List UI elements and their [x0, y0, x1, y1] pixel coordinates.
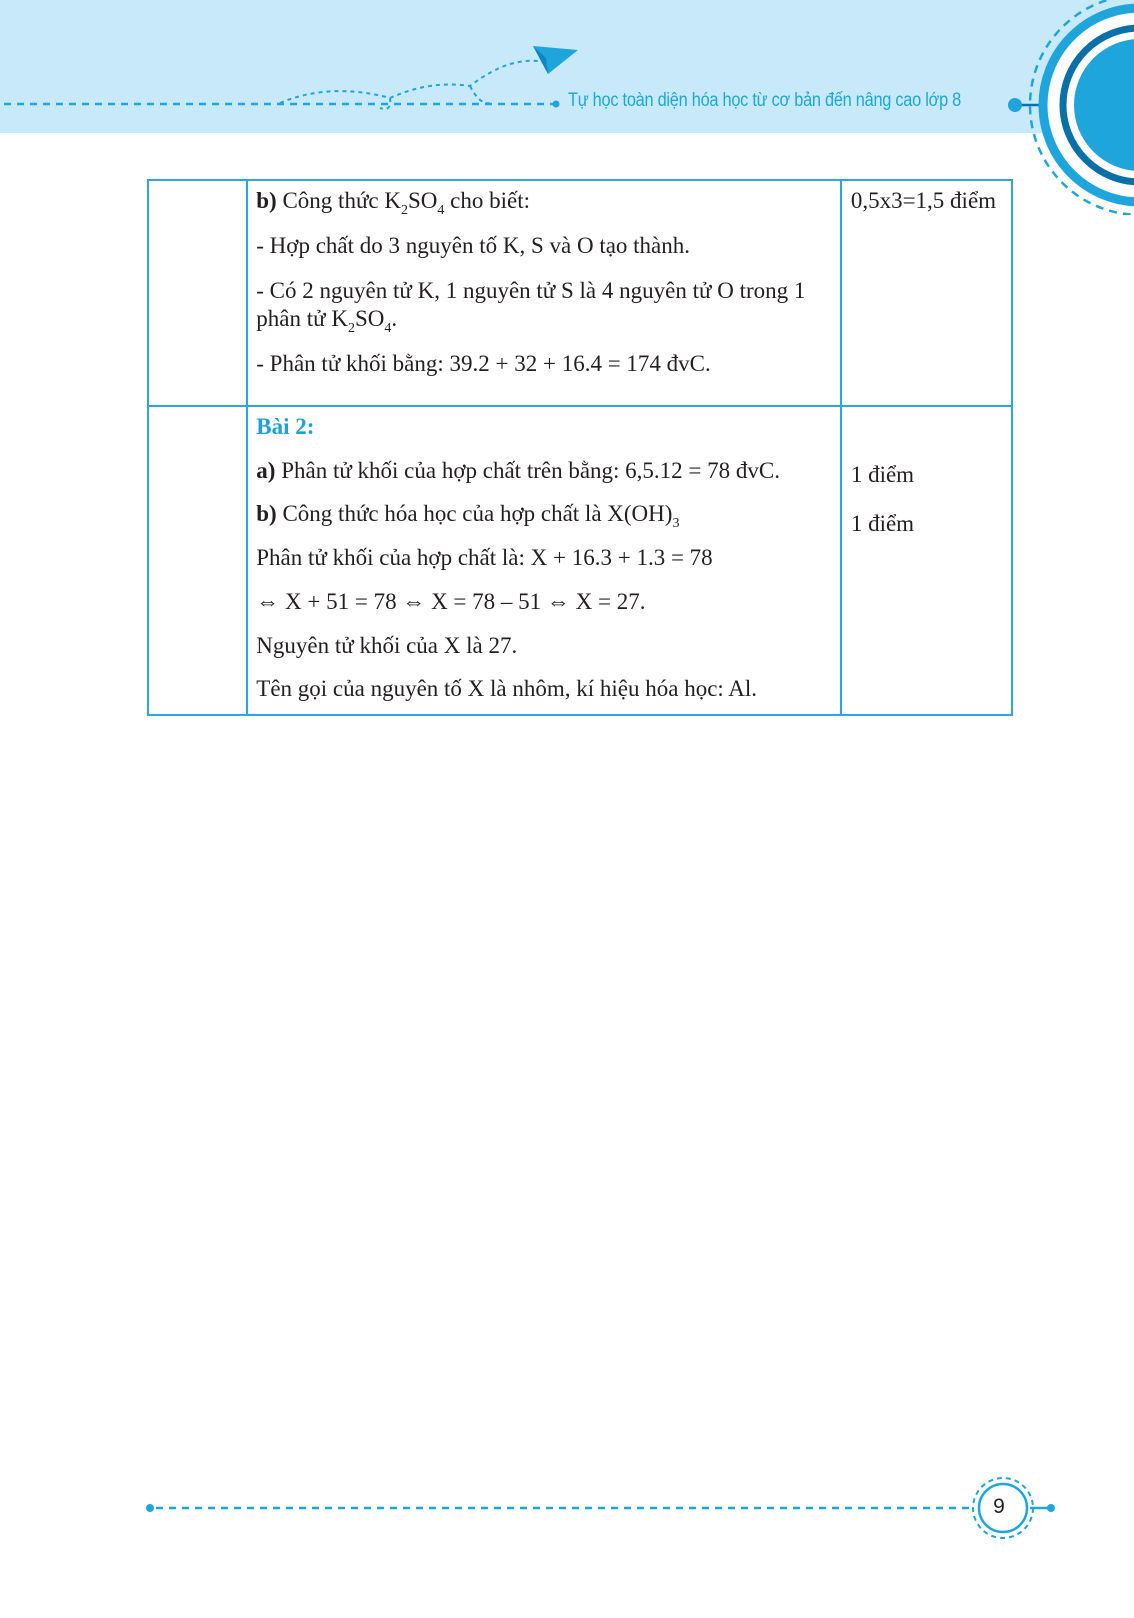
empty-cell	[148, 180, 247, 406]
score-cell	[841, 406, 1012, 715]
empty-cell	[148, 406, 247, 715]
list-item: - Có 2 nguyên tử K, 1 nguyên tử S là 4 nguyên tử O trong 1 phân tử $K_2SO_4$.	[256, 277, 806, 337]
score-text: 0,5x3=1,5 điểm	[850, 188, 997, 213]
table-row	[148, 406, 1012, 715]
circle-emblem-icon	[1030, 0, 1134, 215]
list-item: a) Phân tử khối của hợp chất trên bằng: 6,5.12 = 78 đvC.	[256, 457, 780, 483]
list-item: Nguyên tử khối của X là 27.	[256, 632, 518, 658]
list-item: b) Công thức $K_2SO_4$ cho biết:	[256, 188, 530, 218]
paper-plane-icon	[533, 46, 578, 74]
score-text: 1 điểm	[850, 461, 915, 487]
list-item: Phân tử khối của hợp chất là: X + 16.3 + 1.3 = 78	[256, 545, 713, 570]
flight-path	[280, 61, 545, 103]
footer-decoration	[0, 1460, 1134, 1540]
book-title: Tự học toàn diện hóa học từ cơ bản đến nâng cao lớp 8	[568, 90, 962, 111]
list-item: b) Công thức hóa học của hợp chất là $X(OH)_3$	[256, 501, 680, 532]
list-item: ⇔ X + 51 = 78 ⇔ X = 78 – 51 ⇔ X = 27.	[256, 588, 646, 614]
table-row	[148, 180, 1012, 406]
list-item: - Hợp chất do 3 nguyên tố K, S và O tạo thành.	[256, 232, 691, 258]
list-item: Tên gọi của nguyên tố X là nhôm, kí hiệu hóa học: Al.	[256, 676, 758, 702]
score-cell	[841, 180, 1012, 406]
page-number: 9	[993, 1495, 1005, 1518]
content-cell	[247, 406, 841, 715]
exercise-heading: Bài 2:	[256, 413, 315, 439]
header-connector-dot	[1008, 98, 1022, 112]
list-item: - Phân tử khối bằng: 39.2 + 32 + 16.4 = 174 đvC.	[256, 351, 711, 376]
header-line-dot	[553, 101, 560, 108]
score-text: 1 điểm	[850, 510, 915, 536]
answer-table	[147, 179, 1013, 716]
content-cell	[247, 180, 841, 406]
